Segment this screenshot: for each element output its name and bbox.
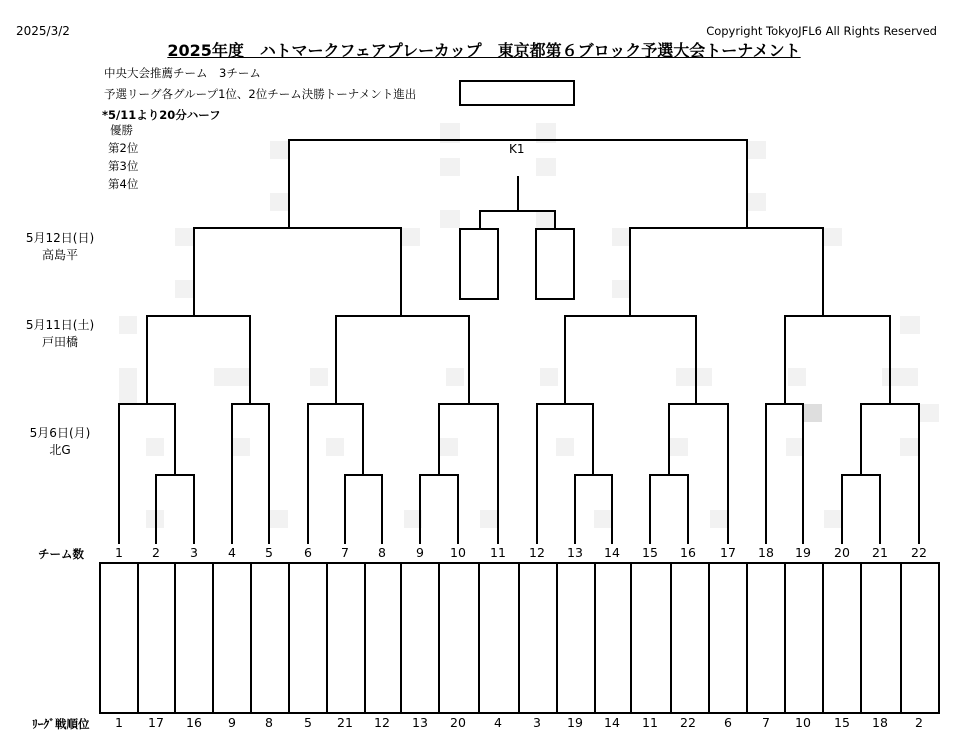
grid-divider xyxy=(822,564,824,712)
slot-number: 7 xyxy=(341,545,349,560)
slot-number: 1 xyxy=(115,545,123,560)
slot-number: 16 xyxy=(680,545,696,560)
grid-divider xyxy=(784,564,786,712)
league-rank-value: 15 xyxy=(834,715,850,730)
copyright: Copyright TokyoJFL6 All Rights Reserved xyxy=(706,24,937,38)
slot-number: 19 xyxy=(795,545,811,560)
league-rank-value: 21 xyxy=(337,715,353,730)
grid-divider xyxy=(174,564,176,712)
rank-3rd: 第3位 xyxy=(108,159,139,173)
print-date: 2025/3/2 xyxy=(16,24,70,38)
grid-divider xyxy=(478,564,480,712)
league-rank-label: ﾘｰｸﾞ戦順位 xyxy=(32,717,90,731)
grid-divider xyxy=(670,564,672,712)
league-rank-value: 19 xyxy=(567,715,583,730)
league-rank-value: 20 xyxy=(450,715,466,730)
league-rank-value: 13 xyxy=(412,715,428,730)
league-rank-value: 9 xyxy=(228,715,236,730)
grid-divider xyxy=(326,564,328,712)
grid-divider xyxy=(708,564,710,712)
grid-divider xyxy=(137,564,139,712)
grid-divider xyxy=(212,564,214,712)
slot-number: 2 xyxy=(152,545,160,560)
slot-number: 4 xyxy=(228,545,236,560)
rank-2nd: 第2位 xyxy=(108,141,139,155)
champion-box xyxy=(459,80,575,106)
team-count-label: チーム数 xyxy=(38,547,84,561)
league-rank-value: 11 xyxy=(642,715,658,730)
slot-number: 21 xyxy=(872,545,888,560)
round-first-label xyxy=(10,425,110,459)
league-rank-value: 1 xyxy=(115,715,123,730)
grid-divider xyxy=(860,564,862,712)
round-first-date: 5月6日(月) xyxy=(29,426,91,440)
league-rank-value: 17 xyxy=(148,715,164,730)
league-rank-value: 10 xyxy=(795,715,811,730)
league-rank-value: 18 xyxy=(872,715,888,730)
slot-number: 3 xyxy=(190,545,198,560)
grid-divider xyxy=(746,564,748,712)
league-rank-value: 2 xyxy=(915,715,923,730)
final-match-label: K1 xyxy=(509,142,525,156)
rank-1st: 優勝 xyxy=(110,123,133,137)
slot-number: 9 xyxy=(416,545,424,560)
round-final-date: 5月12日(日) xyxy=(25,231,95,245)
round-final-venue: 高島平 xyxy=(41,248,78,262)
grid-divider xyxy=(250,564,252,712)
league-rank-value: 12 xyxy=(374,715,390,730)
slot-number: 6 xyxy=(304,545,312,560)
league-rank-value: 3 xyxy=(533,715,541,730)
grid-divider xyxy=(900,564,902,712)
grid-divider xyxy=(518,564,520,712)
slot-number: 12 xyxy=(529,545,545,560)
slot-number: 17 xyxy=(720,545,736,560)
slot-number: 8 xyxy=(378,545,386,560)
team-name-grid xyxy=(99,562,940,714)
league-rank-value: 7 xyxy=(762,715,770,730)
round-semi-label xyxy=(10,317,110,351)
slot-number: 20 xyxy=(834,545,850,560)
round-final-label xyxy=(10,230,110,264)
page-title xyxy=(0,41,968,61)
grid-divider xyxy=(630,564,632,712)
slot-number: 10 xyxy=(450,545,466,560)
slot-number: 18 xyxy=(758,545,774,560)
slot-number: 15 xyxy=(642,545,658,560)
league-rank-value: 22 xyxy=(680,715,696,730)
slot-number: 13 xyxy=(567,545,583,560)
note-recommend: 中央大会推薦チーム 3チーム xyxy=(104,66,261,80)
rank-4th: 第4位 xyxy=(108,177,139,191)
slot-number: 22 xyxy=(911,545,927,560)
note-advance: 予選リーグ各グループ1位、2位チーム決勝トーナメント進出 xyxy=(104,87,417,101)
grid-divider xyxy=(594,564,596,712)
round-first-venue: 北G xyxy=(49,443,71,457)
grid-divider xyxy=(364,564,366,712)
round-semi-date: 5月11日(土) xyxy=(25,318,95,332)
page-title-text: 2025年度 ハトマークフェアプレーカップ 東京都第６ブロック予選大会トーナメント xyxy=(167,41,801,60)
league-rank-value: 16 xyxy=(186,715,202,730)
slot-number: 5 xyxy=(265,545,273,560)
league-rank-value: 6 xyxy=(724,715,732,730)
grid-divider xyxy=(288,564,290,712)
league-rank-value: 14 xyxy=(604,715,620,730)
grid-divider xyxy=(438,564,440,712)
slot-number: 14 xyxy=(604,545,620,560)
league-rank-value: 5 xyxy=(304,715,312,730)
round-semi-venue: 戸田橋 xyxy=(41,335,78,349)
grid-divider xyxy=(400,564,402,712)
league-rank-value: 4 xyxy=(494,715,502,730)
slot-number: 11 xyxy=(490,545,506,560)
grid-divider xyxy=(556,564,558,712)
note-half: *5/11より20分ハーフ xyxy=(102,108,221,122)
league-rank-value: 8 xyxy=(265,715,273,730)
